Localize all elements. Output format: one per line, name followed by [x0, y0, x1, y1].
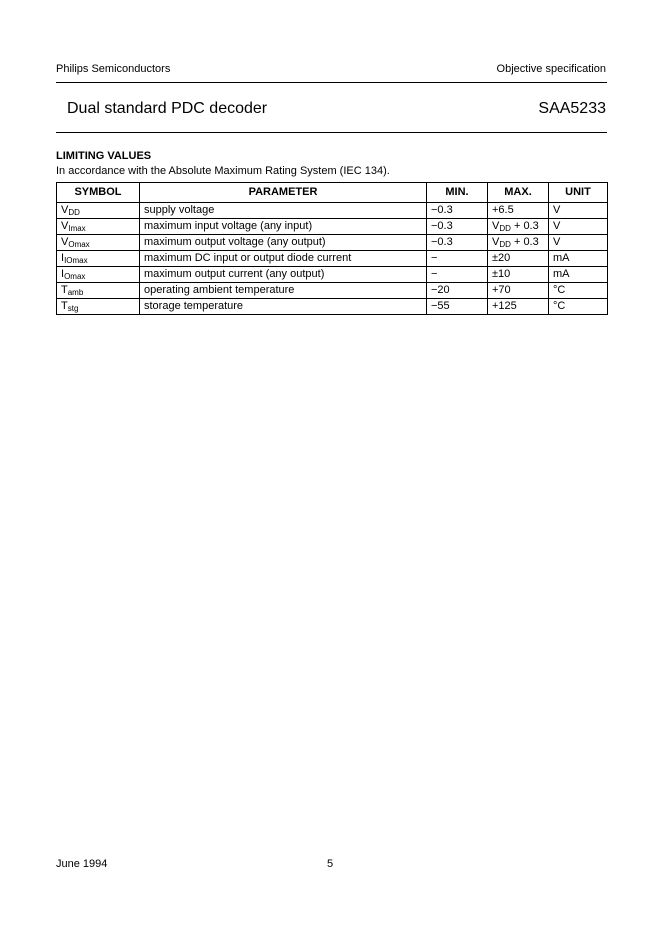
- unit-value: V: [553, 204, 561, 216]
- max-value: +6.5: [492, 204, 514, 216]
- cell-symbol: [57, 251, 140, 267]
- column-header-symbol: SYMBOL: [57, 183, 140, 203]
- cell-max: [488, 219, 549, 235]
- symbol-letter: V: [61, 204, 69, 216]
- header-doc-status: Objective specification: [496, 63, 606, 75]
- cell-unit: [549, 235, 608, 251]
- min-value: −0.3: [431, 220, 453, 232]
- footer-date: June 1994: [56, 858, 108, 870]
- cell-max: [488, 267, 549, 283]
- max-suffix: + 0.3: [510, 236, 539, 248]
- table-row: [57, 203, 608, 219]
- table-row: [57, 251, 608, 267]
- min-value: −20: [431, 284, 450, 296]
- cell-parameter: [140, 283, 427, 299]
- parameter-text: supply voltage: [144, 204, 215, 216]
- page-number: 5: [327, 858, 334, 870]
- cell-unit: [549, 283, 608, 299]
- symbol-subscript: Imax: [68, 224, 86, 233]
- max-value: ±10: [492, 268, 511, 280]
- cell-max: [488, 283, 549, 299]
- cell-symbol: [57, 267, 140, 283]
- max-value: V: [492, 220, 500, 232]
- cell-max: [488, 235, 549, 251]
- min-value: −: [431, 268, 438, 280]
- table-body: [57, 203, 608, 315]
- cell-parameter: [140, 267, 427, 283]
- table-row: [57, 219, 608, 235]
- column-header-parameter: PARAMETER: [140, 183, 427, 203]
- cell-symbol: [57, 219, 140, 235]
- header-company: Philips Semiconductors: [56, 63, 171, 75]
- cell-min: [427, 283, 488, 299]
- cell-unit: [549, 299, 608, 315]
- max-value: +125: [492, 300, 517, 312]
- cell-min: [427, 299, 488, 315]
- symbol-subscript: amb: [67, 288, 84, 297]
- unit-value: °C: [553, 300, 566, 312]
- symbol-letter: V: [61, 236, 69, 248]
- unit-value: V: [553, 220, 561, 232]
- cell-symbol: [57, 299, 140, 315]
- table-row: [57, 267, 608, 283]
- part-number: SAA5233: [538, 100, 606, 117]
- min-value: −0.3: [431, 204, 453, 216]
- cell-min: [427, 203, 488, 219]
- cell-parameter: [140, 235, 427, 251]
- symbol-subscript: IOmax: [64, 256, 88, 265]
- cell-symbol: [57, 235, 140, 251]
- table-header-row: [57, 183, 608, 203]
- cell-symbol: [57, 283, 140, 299]
- symbol-letter: I: [61, 268, 65, 280]
- cell-min: [427, 219, 488, 235]
- cell-max: [488, 203, 549, 219]
- header-rule: [56, 82, 607, 83]
- table-row: [57, 283, 608, 299]
- symbol-subscript: Omax: [64, 272, 86, 281]
- min-value: −0.3: [431, 236, 453, 248]
- column-header-min: MIN.: [427, 183, 488, 203]
- parameter-text: storage temperature: [144, 300, 244, 312]
- section-heading: LIMITING VALUES: [56, 150, 152, 162]
- column-header-max: MAX.: [488, 183, 549, 203]
- parameter-text: maximum output current (any output): [144, 268, 325, 280]
- table-row: [57, 299, 608, 315]
- cell-parameter: [140, 251, 427, 267]
- cell-max: [488, 299, 549, 315]
- unit-value: mA: [553, 252, 570, 264]
- cell-unit: [549, 251, 608, 267]
- column-header-unit: UNIT: [549, 183, 608, 203]
- min-value: −: [431, 252, 438, 264]
- cell-parameter: [140, 299, 427, 315]
- cell-min: [427, 251, 488, 267]
- max-suffix: + 0.3: [510, 220, 539, 232]
- unit-value: °C: [553, 284, 566, 296]
- cell-min: [427, 235, 488, 251]
- max-value: ±20: [492, 252, 511, 264]
- parameter-text: maximum output voltage (any output): [144, 236, 326, 248]
- parameter-text: maximum input voltage (any input): [144, 220, 313, 232]
- symbol-letter: T: [61, 300, 68, 312]
- section-intro: In accordance with the Absolute Maximum Rating System (IEC 134).: [56, 165, 390, 177]
- max-subscript: DD: [499, 240, 511, 249]
- cell-parameter: [140, 203, 427, 219]
- cell-unit: [549, 267, 608, 283]
- limiting-values-table: [56, 182, 608, 315]
- symbol-letter: I: [61, 252, 65, 264]
- unit-value: V: [553, 236, 561, 248]
- max-subscript: DD: [499, 224, 511, 233]
- symbol-subscript: DD: [68, 208, 80, 217]
- max-value: V: [492, 236, 500, 248]
- cell-parameter: [140, 219, 427, 235]
- symbol-letter: T: [61, 284, 68, 296]
- table-row: [57, 235, 608, 251]
- symbol-subscript: Omax: [68, 240, 90, 249]
- parameter-text: operating ambient temperature: [144, 284, 295, 296]
- cell-unit: [549, 219, 608, 235]
- product-title: Dual standard PDC decoder: [67, 100, 268, 117]
- symbol-letter: V: [61, 220, 69, 232]
- cell-unit: [549, 203, 608, 219]
- title-rule: [56, 132, 607, 133]
- max-value: +70: [492, 284, 511, 296]
- parameter-text: maximum DC input or output diode current: [144, 252, 352, 264]
- cell-symbol: [57, 203, 140, 219]
- cell-min: [427, 267, 488, 283]
- min-value: −55: [431, 300, 450, 312]
- unit-value: mA: [553, 268, 570, 280]
- cell-max: [488, 251, 549, 267]
- symbol-subscript: stg: [67, 304, 79, 313]
